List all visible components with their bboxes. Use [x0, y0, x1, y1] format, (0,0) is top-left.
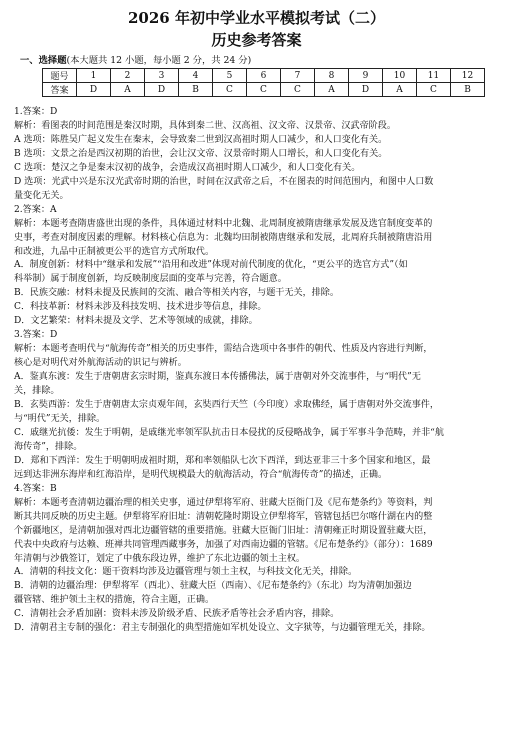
explanation-body [14, 106, 499, 636]
answer-cell: C [247, 83, 281, 97]
explanation-line: D．郑和下西洋：发生于明朝明成祖时期，郑和率领船队七次下西洋，到达亚非三十多个国家和地区，最 [14, 455, 431, 466]
explanation-line: 和改进，九品中正制被更公平的选官方式所取代。 [14, 246, 215, 257]
explanation-line: 量变化无关。 [14, 190, 69, 201]
explanation-line: 解析：本题考查明代与“航海传奇”相关的历史事件，需结合选项中各事件的朝代、性质及内容进行判断， [14, 344, 433, 355]
explanation-line: 关，排除。 [14, 386, 60, 397]
explanation-line: 3.答案：D [14, 330, 58, 341]
question-number: 5 [213, 69, 247, 83]
explanation-line: 与“明代”无关，排除。 [14, 413, 106, 424]
explanation-line: 解析：本题考查隋唐盛世出现的条件，具体通过材料中北魏、北周制度被隋唐继承发展及选官制度变革的 [14, 218, 433, 229]
answer-row [43, 83, 485, 97]
question-number: 8 [315, 69, 349, 83]
answer-cell: C [281, 83, 315, 97]
explanation-line: 4.答案：B [14, 483, 57, 494]
section-name: 一、选择题 [20, 55, 67, 66]
answer-cell: C [417, 83, 451, 97]
explanation-line: D 选项：光武中兴是东汉光武帝时期的治世，时间在汉武帝之后，不在图表的时间范围内，和图中人口数 [14, 176, 434, 187]
exam-subtitle: 历史参考答案 [211, 31, 302, 49]
explanation-line: D．文艺繁荣：材料未提及文学、艺术等领域的成就，排除。 [14, 316, 258, 327]
section-note: (本大题共 12 小题，每小题 2 分，共 24 分) [66, 55, 252, 66]
explanation-line: B．清朝的边疆治理：伊犁将军（西北）、驻藏大臣（西南）、《尼布楚条约》（东北）均为清朝加强边 [14, 581, 412, 592]
answer-cell: A [383, 83, 417, 97]
answer-cell: C [213, 83, 247, 97]
explanation-line: 1.答案：D [14, 107, 58, 117]
explanation-line: 疆管辖、维护领土主权的措施，符合主题，正确。 [14, 595, 215, 606]
explanation-line: 个新疆地区，是清朝加强对西北边疆管辖的重要措施。驻藏大臣衙门旧址：清朝雍正时期设置驻藏大臣， [14, 525, 433, 536]
explanation-line: A．制度创新：材料中“继承和发展”“沿用和改进”体现对前代制度的优化，“更公平的选官方式”（如 [14, 260, 408, 271]
explanation-line: 断其共同反映的历史主题。伊犁将军府旧址：清朝乾隆时期设立伊犁将军，管辖包括巴尔喀什湖在内的整 [14, 511, 433, 522]
explanation-line: C．清朝社会矛盾加剧：资料未涉及阶级矛盾、民族矛盾等社会矛盾内容，排除。 [14, 609, 340, 620]
explanation-line: A 选项：陈胜吴广起义发生在秦末，会导致秦二世到汉高祖时期人口减少，和人口变化有关。 [14, 134, 388, 145]
explanation-line: B 选项：文景之治是西汉初期的治世，会让汉文帝、汉景帝时期人口增长，和人口变化有关。 [14, 148, 388, 159]
question-number: 12 [451, 69, 485, 83]
answer-cell: A [315, 83, 349, 97]
answer-cell: B [451, 83, 485, 97]
explanation-line: 远到达非洲东海岸和红海沿岸，是明代规模最大的航海活动，符合“航海传奇”的描述，正确。 [14, 469, 388, 480]
question-number: 2 [111, 69, 145, 83]
explanation-line: 解析：看图表的时间范围是秦汉时期，具体到秦二世、汉高祖、汉文帝、汉景帝、汉武帝阶段。 [14, 120, 396, 131]
explanation-line: 核心是对明代对外航海活动的识记与辨析。 [14, 358, 187, 369]
question-number: 1 [77, 69, 111, 83]
row-label: 答案 [43, 83, 77, 97]
answer-cell: D [349, 83, 383, 97]
question-number: 4 [179, 69, 213, 83]
row-label: 题号 [43, 69, 77, 83]
question-number: 9 [349, 69, 383, 83]
explanation-line: A．鉴真东渡：发生于唐朝唐玄宗时期，鉴真东渡日本传播佛法，属于唐朝对外交流事件，与“明代”无 [14, 372, 421, 383]
exam-title: 2026 年初中学业水平模拟考试（二） [128, 9, 385, 27]
explanation-line: 解析：本题考查清朝边疆治理的相关史事，通过伊犁将军府、驻藏大臣衙门及《尼布楚条约》等资料，判 [14, 497, 433, 508]
explanation-line: A．清朝的科技文化：题干资料均涉及边疆管理与领土主权，与科技文化无关，排除。 [14, 567, 358, 578]
explanation-line: C 选项：楚汉之争是秦末汉初的战争，会造成汉高祖时期人口减少，和人口变化有关。 [14, 162, 361, 173]
explanation-line: 史事，考查对制度因素的理解。材料核心信息为：北魏均田制被隋唐继承和发展，北周府兵制被隋唐沿用 [14, 232, 433, 243]
answer-cell: D [145, 83, 179, 97]
explanation-line: 科举制）属于制度创新，均反映制度层面的变革与完善，符合题意。 [14, 274, 287, 285]
question-number: 11 [417, 69, 451, 83]
answer-cell: A [111, 83, 145, 97]
question-number-row [43, 69, 485, 83]
explanation-line: C．戚继光抗倭：发生于明朝，是戚继光率领军队抗击日本侵扰的反侵略战争，属于军事斗争范畴，并非“航 [14, 427, 444, 438]
explanation-line: 2.答案：A [14, 204, 57, 215]
question-number: 7 [281, 69, 315, 83]
explanation-line: 海传奇”，排除。 [14, 441, 83, 452]
question-number: 10 [383, 69, 417, 83]
question-number: 6 [247, 69, 281, 83]
explanation-line: C．科技革新：材料未涉及科技发明、技术进步等信息，排除。 [14, 302, 267, 313]
question-number: 3 [145, 69, 179, 83]
answer-cell: B [179, 83, 213, 97]
answer-cell: D [77, 83, 111, 97]
answer-table [42, 68, 485, 97]
explanation-line: D．清朝君主专制的强化：君主专制强化的典型措施如军机处设立、文字狱等，与边疆管理无关，排除。 [14, 623, 431, 634]
section-heading [20, 54, 499, 67]
explanation-line: B．民族交融：材料未提及民族间的交流、融合等相关内容，与题干无关，排除。 [14, 288, 339, 299]
explanation-line: 代表中央政府与达赖、班禅共同管理西藏事务，加强了对西南边疆的管辖。《尼布楚条约》（部分）：1689 [14, 539, 433, 550]
explanation-line: B．玄奘西游：发生于唐朝唐太宗贞观年间，玄奘西行天竺（今印度）求取佛经，属于唐朝对外交流事件， [14, 400, 439, 411]
explanation-line: 年清朝与沙俄签订，划定了中俄东段边界，维护了东北边疆的领土主权。 [14, 553, 306, 564]
